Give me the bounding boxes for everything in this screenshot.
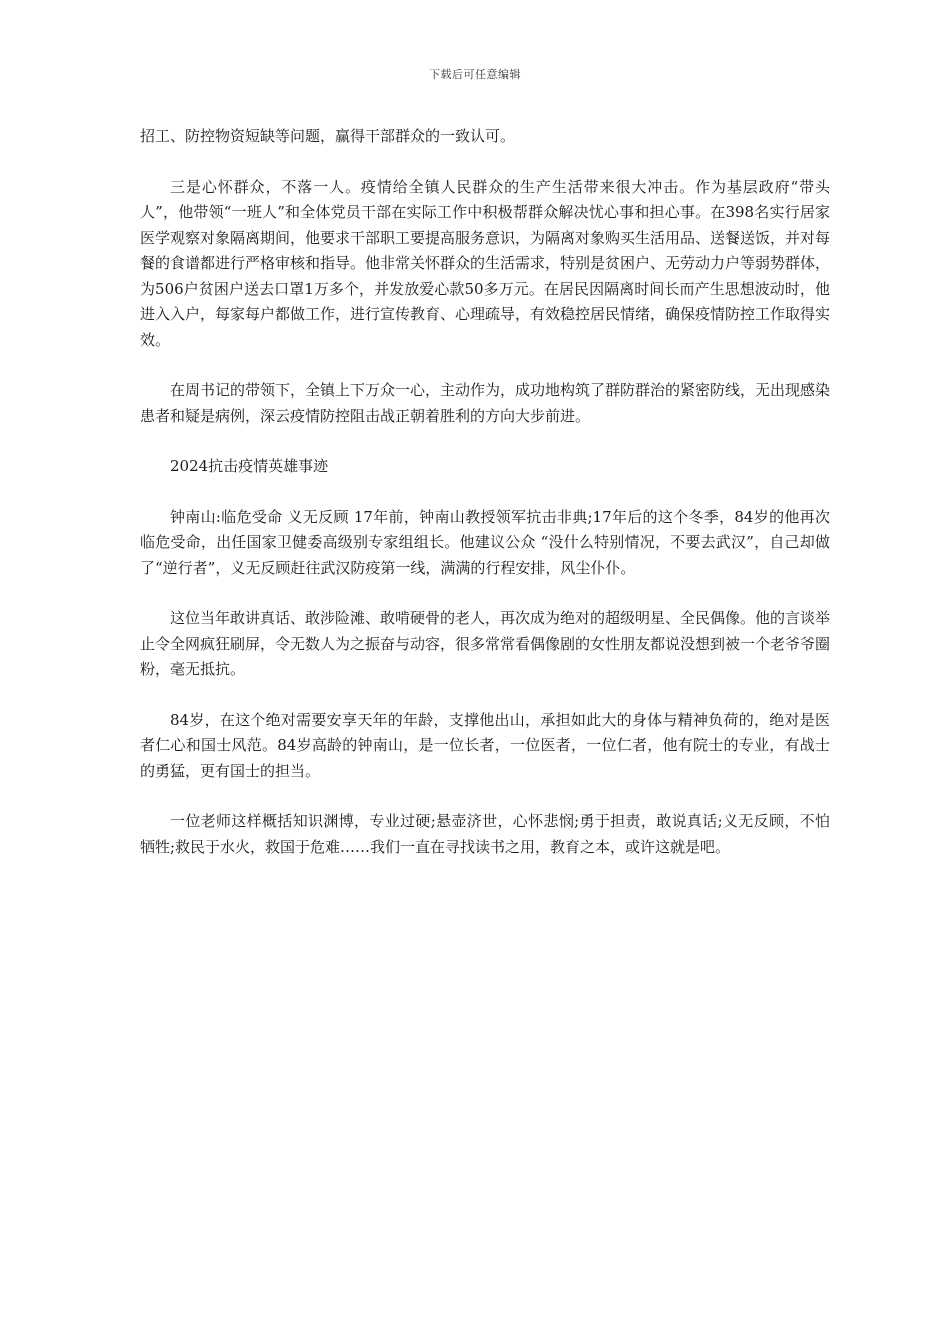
section-heading: 2024抗击疫情英雄事迹 (170, 457, 329, 475)
paragraph-leadership-summary: 在周书记的带领下，全镇上下万众一心，主动作为，成功地构筑了群防群治的紧密防线，无出现感染患者和疑是病例，深云疫情防控阻击战正朝着胜利的方向大步前进。 (140, 381, 831, 425)
paragraph-zhong-nanshan-idol: 这位当年敢讲真话、敢涉险滩、敢啃硬骨的老人，再次成为绝对的超级明星、全民偶像。他的言谈举止令全网疯狂刷屏，令无数人为之振奋与动容，很多常常看偶像剧的女性朋友都说没想到被一个老爷爷圈粉，毫无抵抗。 (140, 609, 831, 678)
header-note: 下载后可任意编辑 (429, 68, 521, 81)
paragraph-zhong-nanshan-age: 84岁，在这个绝对需要安享天年的年龄，支撑他出山，承担如此大的身体与精神负荷的，绝对是医者仁心和国士风范。84岁高龄的钟南山，是一位长者，一位医者，一位仁者，他有院士的专业，有战士的勇猛，更有国士的担当。 (140, 710, 830, 780)
paragraph-continuation: 招工、防控物资短缺等问题，赢得干部群众的一致认可。 (140, 127, 516, 145)
paragraph-care-for-masses: 三是心怀群众，不落一人。疫情给全镇人民群众的生产生活带来很大冲击。作为基层政府“带头人”，他带领“一班人”和全体党员干部在实际工作中积极帮群众解决忧心事和担心事。在398名实行居家医学观察对象隔离期间，他要求干部职工要提高服务意识，为隔离对象购买生活用品、送餐送饭，并对每餐的食谱都进行严格审核和指导。他非常关怀群众的生活需求，特别是贫困户、无劳动力户等弱势群体，为506户贫困户送去口罩1万多个，并发放爱心款50多万元。在居民因隔离时间长而产生思想波动时，他进入入户，每家每户都做工作，进行宣传教育、心理疏导，有效稳控居民情绪，确保疫情防控工作取得实效。 (140, 177, 831, 349)
paragraph-teacher-summary: 一位老师这样概括知识渊博，专业过硬;悬壶济世，心怀悲悯;勇于担责，敢说真话;义无反顾，不怕牺牲;救民于水火，救国于危难……我们一直在寻找读书之用，教育之本，或许这就是吧。 (140, 812, 830, 856)
paragraph-zhong-nanshan-intro: 钟南山:临危受命 义无反顾 17年前，钟南山教授领军抗击非典;17年后的这个冬季，84岁的他再次临危受命，出任国家卫健委高级别专家组组长。他建议公众 “没什么特别情况，不要去武汉”，自己却做了“逆行者”，义无反顾赶往武汉防疫第一线，满满的行程安排，风尘仆仆。 (140, 507, 830, 577)
document-body (140, 124, 830, 885)
